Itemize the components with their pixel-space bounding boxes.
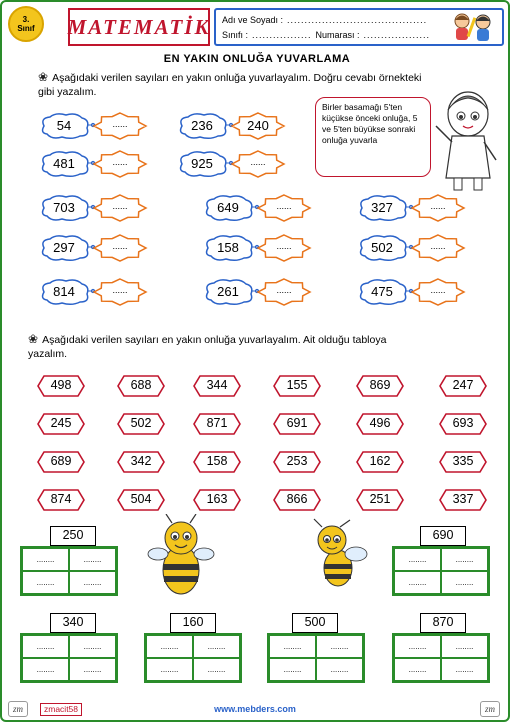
footer-logo-right: zm	[480, 701, 500, 717]
rounded-answer-field[interactable]: 240	[247, 118, 269, 133]
rounding-pair	[202, 194, 312, 222]
grade-badge	[8, 6, 44, 42]
table-cell[interactable]: ........	[22, 571, 69, 594]
hexagon-number-label: 874	[50, 492, 72, 506]
table-heading: 500	[292, 613, 338, 633]
rounded-answer-field[interactable]: ......	[276, 241, 292, 251]
footer	[2, 700, 508, 720]
rounding-pair	[356, 234, 466, 262]
hexagon-number	[116, 488, 166, 512]
table-cell[interactable]: ........	[394, 658, 441, 681]
class-field[interactable]: .................	[252, 30, 312, 40]
hexagon-number-label: 496	[369, 416, 391, 430]
table-heading: 340	[50, 613, 96, 633]
hexagon-number-label: 869	[369, 378, 391, 392]
hexagon-number	[438, 488, 488, 512]
table-cell[interactable]: ........	[193, 635, 240, 658]
table-cell[interactable]: ........	[269, 635, 316, 658]
rounded-answer-field[interactable]: ......	[430, 241, 446, 251]
number-to-round: 54	[56, 118, 72, 133]
hexagon-number-label: 689	[50, 454, 72, 468]
rounding-pair	[356, 194, 466, 222]
instruction-2-line-1: Aşağıdaki verilen sayıları en yakın onluğa yuvarlayalım. Ait olduğu tabloya	[42, 334, 387, 346]
number-to-round: 261	[217, 284, 239, 299]
table-cell[interactable]: ........	[441, 635, 488, 658]
hexagon-number-label: 162	[369, 454, 391, 468]
bee-boy-illustration-icon	[146, 514, 216, 600]
rounded-answer-field[interactable]: ......	[276, 201, 292, 211]
hexagon-number	[272, 374, 322, 398]
hexagon-number	[355, 450, 405, 474]
table-cell[interactable]: ........	[69, 658, 116, 681]
rounding-pair	[176, 150, 286, 178]
number-to-round: 236	[191, 118, 213, 133]
rounding-table	[20, 633, 118, 683]
table-cell[interactable]: ........	[269, 658, 316, 681]
number-to-round: 814	[53, 284, 75, 299]
rounding-pair	[38, 150, 148, 178]
hexagon-number	[355, 374, 405, 398]
number-to-round: 327	[371, 200, 393, 215]
rounding-pair	[38, 278, 148, 306]
instruction-1-line-1: Aşağıdaki verilen sayıları en yakın onluğa yuvarlayalım. Doğru cevabı örnekteki	[52, 72, 422, 84]
table-cell[interactable]: ........	[69, 635, 116, 658]
table-cell[interactable]: ........	[69, 571, 116, 594]
hexagon-number	[192, 412, 242, 436]
number-to-round: 481	[53, 156, 75, 171]
hexagon-number	[272, 412, 322, 436]
table-heading: 160	[170, 613, 216, 633]
hexagon-number-label: 688	[130, 378, 152, 392]
table-cell[interactable]: ........	[193, 658, 240, 681]
rounding-pair	[38, 112, 148, 140]
table-heading: 250	[50, 526, 96, 546]
hexagon-number-label: 337	[452, 492, 474, 506]
hexagon-number	[272, 450, 322, 474]
hexagon-number-label: 163	[206, 492, 228, 506]
kids-icon	[448, 11, 498, 43]
hexagon-number	[355, 412, 405, 436]
hexagon-number-label: 253	[286, 454, 308, 468]
rule-speech-bubble: Birler basamağı 5'ten küçükse önceki onluğa, 5 ve 5'ten büyükse sonraki onluğa yuvarla	[315, 97, 431, 177]
number-to-round: 649	[217, 200, 239, 215]
rounding-pair	[176, 112, 286, 140]
flower-icon: ❀	[38, 70, 49, 84]
rounded-answer-field[interactable]: ......	[112, 201, 128, 211]
hexagon-number-label: 158	[206, 454, 228, 468]
hexagon-number-label: 866	[286, 492, 308, 506]
hexagon-number-label: 245	[50, 416, 72, 430]
hexagon-number	[36, 412, 86, 436]
hexagon-number	[116, 412, 166, 436]
table-cell[interactable]: ........	[394, 635, 441, 658]
hexagon-number	[192, 450, 242, 474]
rounding-pair	[356, 278, 466, 306]
rounded-answer-field[interactable]: ......	[430, 285, 446, 295]
rounding-pair	[38, 194, 148, 222]
number-to-round: 925	[191, 156, 213, 171]
hexagon-number	[36, 488, 86, 512]
hexagon-number	[192, 488, 242, 512]
class-label: Sınıfı :	[222, 30, 249, 40]
rounding-table	[144, 633, 242, 683]
rounded-answer-field[interactable]: ......	[430, 201, 446, 211]
table-heading: 690	[420, 526, 466, 546]
hexagon-number	[438, 412, 488, 436]
number-to-round: 502	[371, 240, 393, 255]
number-to-round: 703	[53, 200, 75, 215]
hexagon-number-label: 342	[130, 454, 152, 468]
rounding-table	[392, 633, 490, 683]
grade-number: 3.	[22, 15, 30, 24]
rounded-answer-field[interactable]: ......	[112, 241, 128, 251]
hexagon-number-label: 691	[286, 416, 308, 430]
hexagon-number-label: 871	[206, 416, 228, 430]
hexagon-number	[272, 488, 322, 512]
table-cell[interactable]: ........	[69, 548, 116, 571]
rounded-answer-field[interactable]: ......	[250, 157, 266, 167]
table-cell[interactable]: ........	[146, 658, 193, 681]
number-label: Numarası :	[315, 30, 360, 40]
bee-girl-illustration-icon	[302, 518, 368, 594]
table-cell[interactable]: ........	[394, 571, 441, 594]
name-field[interactable]: ........................................	[287, 15, 428, 25]
rounding-table	[267, 633, 365, 683]
rounded-answer-field[interactable]: ......	[112, 119, 128, 129]
rounded-answer-field[interactable]: ......	[112, 285, 128, 295]
subject-title: MATEMATİK	[68, 8, 210, 46]
table-cell[interactable]: ........	[146, 635, 193, 658]
hexagon-number	[438, 450, 488, 474]
hexagon-number-label: 247	[452, 378, 474, 392]
instruction-1	[38, 70, 422, 99]
hexagon-number-label: 251	[369, 492, 391, 506]
girl-illustration-icon	[430, 86, 506, 192]
rounded-answer-field[interactable]: ......	[276, 285, 292, 295]
name-label: Adı ve Soyadı :	[222, 15, 284, 25]
hexagon-number-label: 498	[50, 378, 72, 392]
footer-logo-left: zm	[8, 701, 28, 717]
hexagon-number-label: 504	[130, 492, 152, 506]
instruction-2-line-2: yazalım.	[28, 348, 68, 360]
grade-label: Sınıf	[17, 24, 35, 33]
hexagon-number-label: 344	[206, 378, 228, 392]
number-to-round: 475	[371, 284, 393, 299]
hexagon-number-label: 693	[452, 416, 474, 430]
rounding-table	[20, 546, 118, 596]
hexagon-number	[192, 374, 242, 398]
number-to-round: 158	[217, 240, 239, 255]
page-title: EN YAKIN ONLUĞA YUVARLAMA	[163, 53, 351, 65]
author-tag: zmacit58	[40, 703, 82, 716]
hexagon-number	[355, 488, 405, 512]
number-to-round: 297	[53, 240, 75, 255]
table-cell[interactable]: ........	[22, 658, 69, 681]
flower-icon: ❀	[28, 332, 39, 346]
hexagon-number	[36, 374, 86, 398]
website-link[interactable]: www.mebders.com	[214, 704, 296, 714]
hexagon-number	[36, 450, 86, 474]
rounding-pair	[202, 234, 312, 262]
hexagon-number	[116, 450, 166, 474]
instruction-2	[28, 332, 386, 361]
table-cell[interactable]: ........	[441, 571, 488, 594]
number-field[interactable]: ...................	[363, 30, 431, 40]
hexagon-number-label: 502	[130, 416, 152, 430]
student-info-box	[214, 8, 504, 46]
table-cell[interactable]: ........	[441, 548, 488, 571]
hexagon-number-label: 155	[286, 378, 308, 392]
hexagon-number	[116, 374, 166, 398]
instruction-1-line-2: gibi yazalım.	[38, 86, 97, 98]
table-cell[interactable]: ........	[22, 548, 69, 571]
rounding-pair	[38, 234, 148, 262]
table-cell[interactable]: ........	[22, 635, 69, 658]
hexagon-number	[438, 374, 488, 398]
table-cell[interactable]: ........	[441, 658, 488, 681]
table-cell[interactable]: ........	[394, 548, 441, 571]
hexagon-number-label: 335	[452, 454, 474, 468]
table-cell[interactable]: ........	[316, 635, 363, 658]
table-cell[interactable]: ........	[316, 658, 363, 681]
rounding-pair	[202, 278, 312, 306]
rounded-answer-field[interactable]: ......	[112, 157, 128, 167]
table-heading: 870	[420, 613, 466, 633]
rounding-table	[392, 546, 490, 596]
